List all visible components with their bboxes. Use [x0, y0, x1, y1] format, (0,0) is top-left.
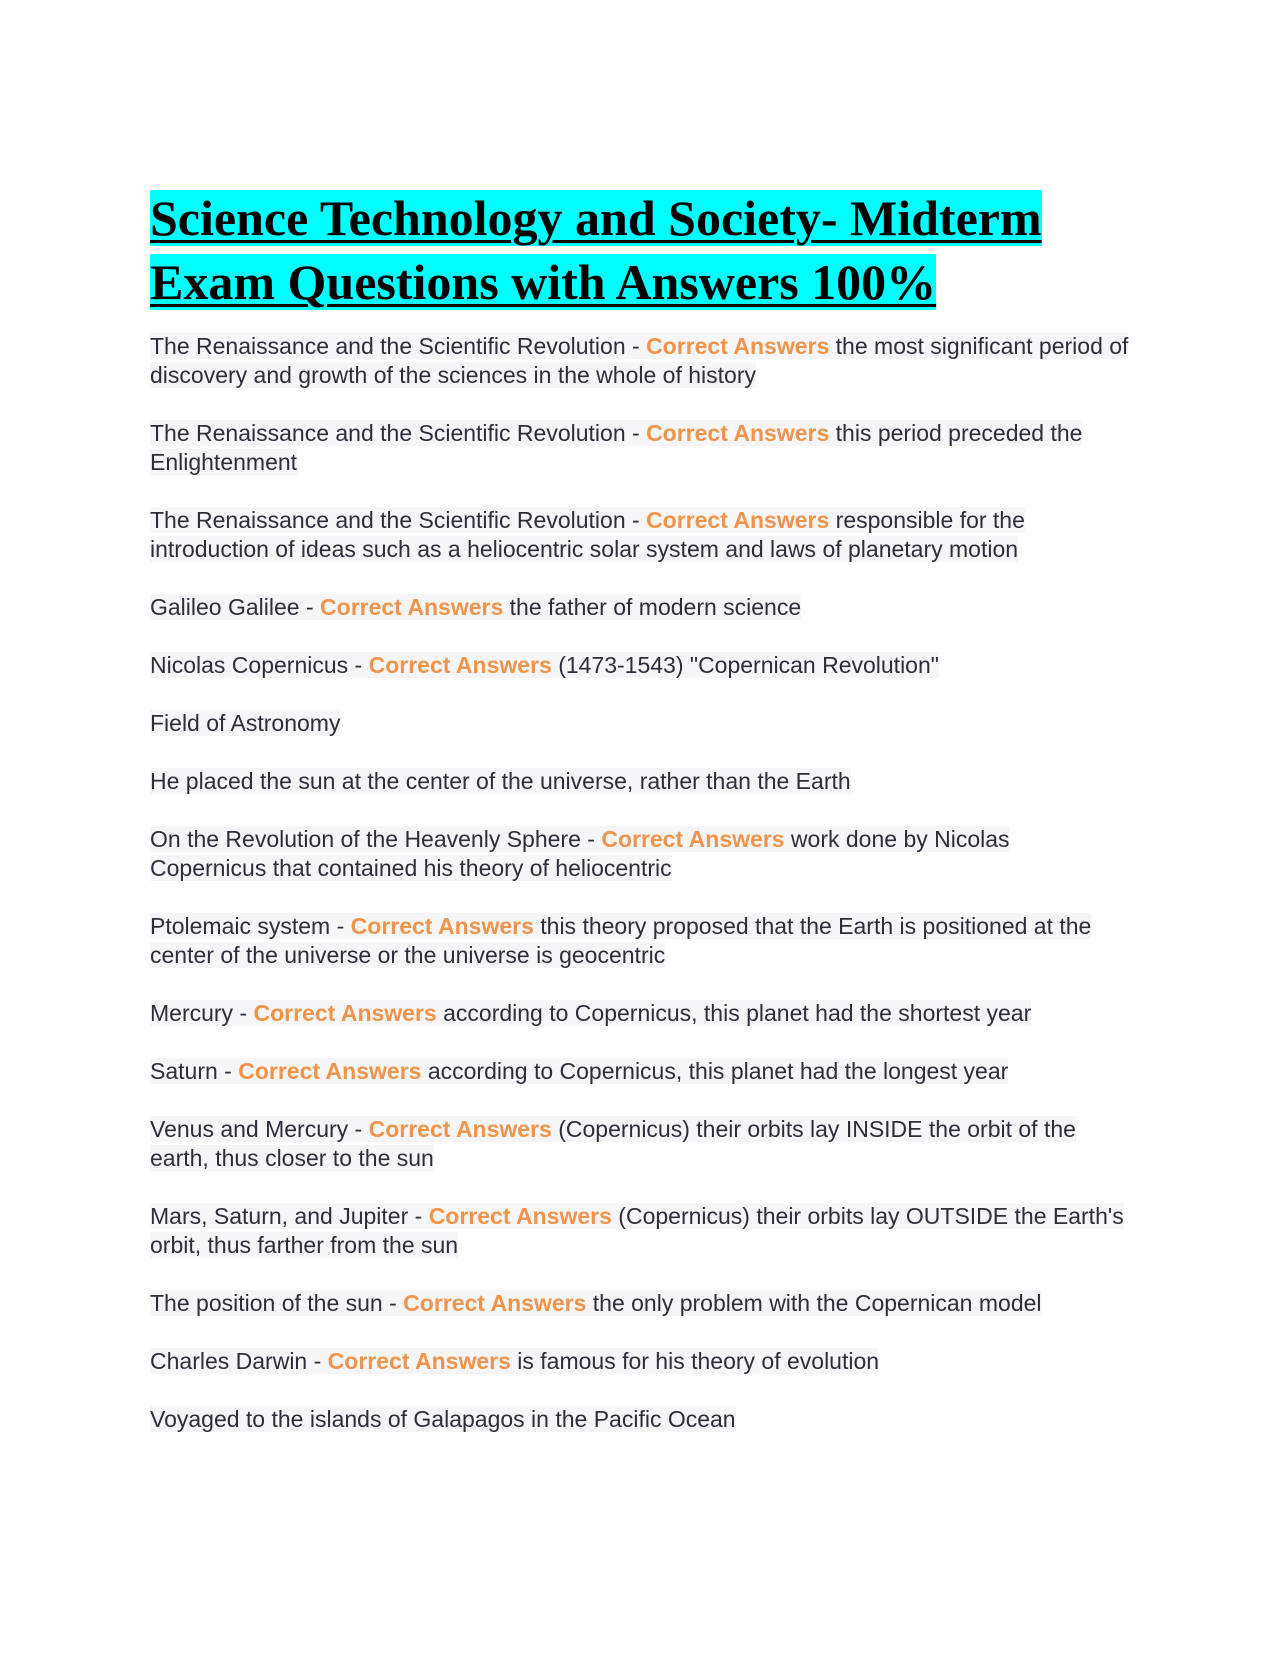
answer-text: the only problem with the Copernican model	[586, 1290, 1042, 1316]
correct-answers-label: Correct Answers	[403, 1290, 587, 1316]
qa-entry	[150, 1347, 1130, 1376]
question-term: The Renaissance and the Scientific Revolution -	[150, 420, 647, 446]
answer-text: according to Copernicus, this planet had the longest year	[421, 1058, 1009, 1084]
correct-answers-label: Correct Answers	[320, 594, 504, 620]
question-term: On the Revolution of the Heavenly Sphere -	[150, 826, 602, 852]
answer-text: is famous for his theory of evolution	[510, 1348, 880, 1374]
qa-entry-text	[150, 710, 340, 736]
answer-text: work done by Nicolas Copernicus that contained his theory of heliocentric	[150, 826, 1010, 881]
document-title	[150, 186, 1130, 314]
correct-answers-label: Correct Answers	[428, 1203, 612, 1229]
answer-text: (1473-1543) "Copernican Revolution"	[551, 652, 939, 678]
note-text: Voyaged to the islands of Galapagos in the Pacific Ocean	[150, 1406, 736, 1432]
qa-entry-text	[150, 1348, 879, 1374]
qa-entry	[150, 1289, 1130, 1318]
answer-text: the most significant period of discovery and growth of the sciences in the whole of history	[150, 333, 1129, 388]
correct-answers-label: Correct Answers	[368, 652, 552, 678]
correct-answers-label: Correct Answers	[646, 507, 830, 533]
qa-list	[150, 332, 1130, 1434]
qa-entry-text	[150, 768, 851, 794]
qa-entry	[150, 1057, 1130, 1086]
question-term: Venus and Mercury -	[150, 1116, 369, 1142]
answer-text: responsible for the introduction of ideas such as a heliocentric solar system and laws of planetary motion	[150, 507, 1025, 562]
qa-entry-text	[150, 1000, 1031, 1026]
correct-answers-label: Correct Answers	[368, 1116, 552, 1142]
question-term: The Renaissance and the Scientific Revolution -	[150, 507, 647, 533]
answer-text: (Copernicus) their orbits lay OUTSIDE the Earth's orbit, thus farther from the sun	[150, 1203, 1124, 1258]
correct-answers-label: Correct Answers	[646, 333, 830, 359]
qa-entry	[150, 999, 1130, 1028]
qa-entry	[150, 651, 1130, 680]
question-term: Mars, Saturn, and Jupiter -	[150, 1203, 429, 1229]
question-term: The Renaissance and the Scientific Revolution -	[150, 333, 647, 359]
qa-entry-text	[150, 1116, 1076, 1171]
qa-entry	[150, 506, 1130, 564]
document-page	[150, 186, 1130, 1463]
qa-entry	[150, 1405, 1130, 1434]
question-term: Galileo Galilee -	[150, 594, 321, 620]
note-text: Field of Astronomy	[150, 710, 341, 736]
qa-entry-text	[150, 1058, 1008, 1084]
note-text: He placed the sun at the center of the universe, rather than the Earth	[150, 768, 851, 794]
answer-text: the father of modern science	[503, 594, 802, 620]
question-term: Nicolas Copernicus -	[150, 652, 369, 678]
qa-entry	[150, 825, 1130, 883]
qa-entry-text	[150, 913, 1091, 968]
qa-entry-text	[150, 507, 1025, 562]
correct-answers-label: Correct Answers	[238, 1058, 422, 1084]
question-term: The position of the sun -	[150, 1290, 404, 1316]
qa-entry	[150, 1202, 1130, 1260]
correct-answers-label: Correct Answers	[327, 1348, 511, 1374]
qa-entry-text	[150, 1290, 1042, 1316]
correct-answers-label: Correct Answers	[253, 1000, 437, 1026]
question-term: Mercury -	[150, 1000, 254, 1026]
answer-text: this theory proposed that the Earth is positioned at the center of the universe or the universe is geocentric	[150, 913, 1092, 968]
qa-entry	[150, 419, 1130, 477]
correct-answers-label: Correct Answers	[350, 913, 534, 939]
qa-entry	[150, 767, 1130, 796]
qa-entry-text	[150, 420, 1082, 475]
qa-entry	[150, 912, 1130, 970]
correct-answers-label: Correct Answers	[601, 826, 785, 852]
answer-text: (Copernicus) their orbits lay INSIDE the orbit of the earth, thus closer to the sun	[150, 1116, 1076, 1171]
qa-entry-text	[150, 594, 801, 620]
answer-text: according to Copernicus, this planet had the shortest year	[436, 1000, 1032, 1026]
answer-text: this period preceded the Enlightenment	[150, 420, 1083, 475]
qa-entry	[150, 709, 1130, 738]
correct-answers-label: Correct Answers	[646, 420, 830, 446]
question-term: Saturn -	[150, 1058, 239, 1084]
qa-entry-text	[150, 1406, 736, 1432]
qa-entry-text	[150, 333, 1128, 388]
qa-entry	[150, 332, 1130, 390]
qa-entry	[150, 593, 1130, 622]
qa-entry-text	[150, 826, 1010, 881]
document-title-text: Science Technology and Society- Midterm Exam Questions with Answers 100%	[150, 190, 1042, 310]
question-term: Ptolemaic system -	[150, 913, 351, 939]
question-term: Charles Darwin -	[150, 1348, 328, 1374]
qa-entry-text	[150, 652, 939, 678]
qa-entry-text	[150, 1203, 1124, 1258]
qa-entry	[150, 1115, 1130, 1173]
